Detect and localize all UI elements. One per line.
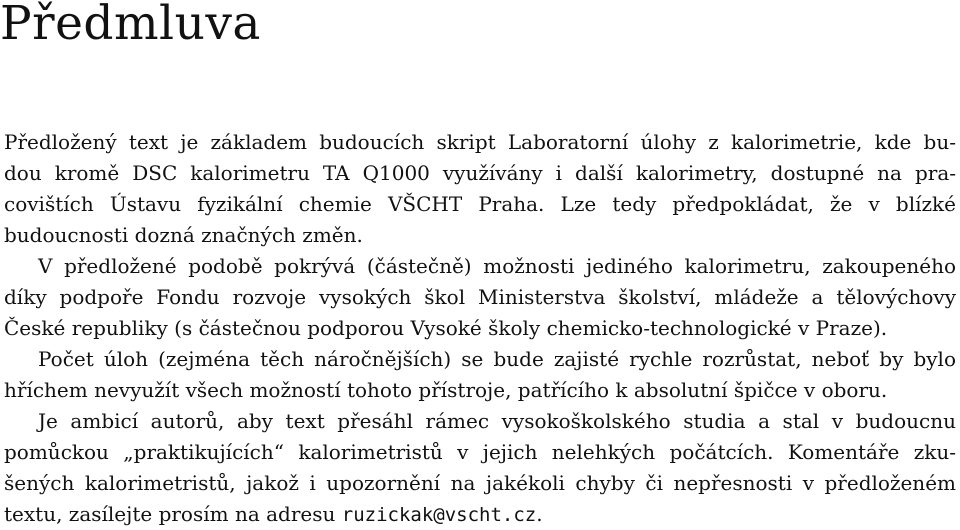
paragraph-line: díky podpoře Fondu rozvoje vysokých škol Ministerstva školství, mládeže a tělovýchovy: [4, 285, 956, 309]
paragraph-line: Je ambicí autorů, aby text přesáhl rámec vysokoškolského studia a stal v budoucnu: [38, 409, 956, 433]
paragraph-line: dou kromě DSC kalorimetru TA Q1000 využívány i další kalorimetry, dostupné na pra-: [4, 161, 956, 185]
page-title: Předmluva: [0, 0, 261, 51]
email-link[interactable]: ruzickak@vscht.cz: [341, 504, 537, 526]
paragraph-line: budoucnosti dozná značných změn.: [4, 223, 363, 247]
contact-text: textu, zasílejte prosím na adresu: [4, 502, 342, 526]
paragraph-line: V předložené podobě pokrývá (částečně) možnosti jediného kalorimetru, zakoupeného: [38, 254, 956, 278]
paragraph-line: pomůckou „praktikujících“ kalorimetristů v jejich nelehkých počátcích. Komentáře zku-: [4, 440, 956, 464]
sentence-end: .: [536, 502, 543, 526]
paragraph-line: covištích Ústavu fyzikální chemie VŠCHT Praha. Lze tedy předpokládat, že v blízké: [4, 192, 956, 216]
paragraph-line: Předložený text je základem budoucích skript Laboratorní úlohy z kalorimetrie, kde bu-: [4, 130, 956, 154]
paragraph-line: České republiky (s částečnou podporou Vysoké školy chemicko-technologické v Praze).: [4, 316, 888, 340]
paragraph-last-line: [4, 499, 956, 530]
paragraph-line: hříchem nevyužít všech možností tohoto přístroje, patřícího k absolutní špičce v oboru.: [4, 378, 888, 402]
paragraph-line: šených kalorimetristů, jakož i upozornění na jakékoli chyby či nepřesnosti v předloženém: [4, 471, 956, 495]
paragraph-line: Počet úloh (zejména těch náročnějších) se bude zajisté rychle rozrůstat, neboť by bylo: [38, 347, 956, 371]
